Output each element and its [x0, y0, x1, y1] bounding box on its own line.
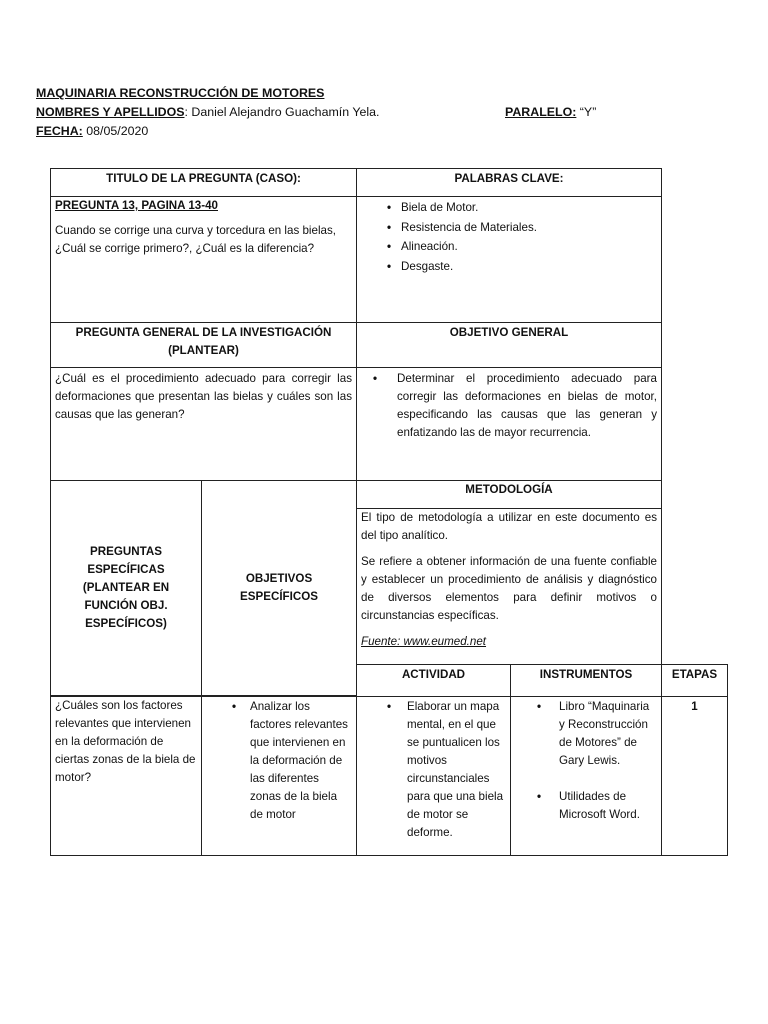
pregunta-general-header: PREGUNTA GENERAL DE LA INVESTIGACIÓN (PLANTEAR) [75, 326, 332, 357]
row1-objetivo-cell [201, 696, 357, 856]
row1-objetivo: • Analizar los factores relevantes que intervienen en la deformación de las diferentes zonas de la biela de motor [226, 698, 352, 824]
preguntas-especificas-header: PREGUNTAS ESPECÍFICAS (PLANTEAR EN FUNCIÓN OBJ. ESPECÍFICOS) [82, 545, 170, 630]
metodologia-p2: Se refiere a obtener información de una fuente confiable y establecer un procedimiento de análisis y diagnóstico de diversos elementos para definir motivos o circunstancias específicas. [361, 555, 657, 622]
objetivos-especificos-header-cell [201, 480, 357, 696]
row1-actividad: • Elaborar un mapa mental, en el que se puntualicen los motivos circunstanciales para que una biela de motor se deforme. [381, 698, 506, 842]
row1-etapa: 1 [691, 700, 698, 713]
objetivo-general-header: OBJETIVO GENERAL [449, 326, 569, 339]
row1-instrumentos-list [531, 698, 657, 824]
row1-pregunta: ¿Cuáles son los factores relevantes que intervienen en la deformación de ciertas zonas de la biela de motor? [55, 699, 196, 784]
metodologia-fuente: Fuente: www.eumed.net [361, 635, 487, 648]
pregunta-general-text: ¿Cuál es el procedimiento adecuado para corregir las deformaciones que presentan las bielas y cuáles son las causas que las generan? [55, 372, 352, 421]
pregunta-cell [50, 196, 357, 323]
metodologia-header: METODOLOGÍA [465, 483, 553, 496]
keyword-item: • Alineación. [381, 237, 657, 257]
pregunta-general-header-cell [50, 322, 357, 368]
objetivo-general-cell [356, 367, 662, 481]
metodologia-cell [356, 508, 662, 665]
names-value: Daniel Alejandro Guachamín Yela. [187, 105, 380, 119]
pregunta-ref: PREGUNTA 13, PAGINA 13-40 [55, 199, 218, 212]
pregunta-general-cell [50, 367, 357, 481]
palabras-header: PALABRAS CLAVE: [454, 172, 564, 185]
instrumentos-header: INSTRUMENTOS [539, 668, 633, 681]
keyword-item: • Resistencia de Materiales. [381, 218, 657, 238]
paralelo-value: “Y” [576, 105, 597, 119]
palabras-header-cell [356, 168, 662, 197]
row1-instrumento-1: • Libro “Maquinaria y Reconstrucción de Motores” de Gary Lewis. [531, 698, 657, 770]
keyword-item: • Desgaste. [381, 257, 657, 277]
paralelo-label: PARALELO: [505, 105, 577, 119]
row1-pregunta-cell [50, 696, 202, 856]
metodologia-p1: El tipo de metodología a utilizar en este documento es del tipo analítico. [361, 511, 657, 542]
spacer [531, 770, 657, 788]
row1-instrumento-2: • Utilidades de Microsoft Word. [531, 788, 657, 824]
paralelo-line [505, 104, 596, 120]
course-title-text: MAQUINARIA RECONSTRUCCIÓN DE MOTORES [36, 86, 325, 100]
objetivo-general-header-cell [356, 322, 662, 368]
titulo-header: TITULO DE LA PREGUNTA (CASO): [106, 172, 301, 185]
objetivo-general-list [367, 370, 657, 442]
row1-instrumentos-cell [510, 696, 662, 856]
etapas-header-cell [661, 664, 728, 697]
objetivos-especificos-header: OBJETIVOS ESPECÍFICOS [240, 572, 318, 603]
names-label: NOMBRES Y APELLIDOS [36, 105, 185, 119]
actividad-header: ACTIVIDAD [401, 668, 466, 681]
names-line: NOMBRES Y APELLIDOS: Daniel Alejandro Guachamín Yela. [36, 105, 380, 119]
titulo-header-cell [50, 168, 357, 197]
pregunta-text: Cuando se corrige una curva y torcedura en las bielas, ¿Cuál se corrige primero?, ¿Cuál es la diferencia? [55, 224, 336, 255]
keywords-cell [356, 196, 662, 323]
instrumentos-header-cell [510, 664, 662, 697]
etapas-header: ETAPAS [671, 668, 718, 681]
course-title [36, 85, 324, 101]
row1-objetivo-list [226, 698, 352, 824]
preguntas-especificas-header-cell [50, 480, 202, 696]
actividad-header-cell [356, 664, 511, 697]
keyword-item: • Biela de Motor. [381, 198, 657, 218]
fecha-label: FECHA: [36, 124, 83, 138]
fecha-line [36, 123, 148, 139]
fecha-value: 08/05/2020 [82, 124, 149, 138]
keywords-list [381, 198, 657, 276]
row1-actividad-list [381, 698, 506, 842]
row1-actividad-cell [356, 696, 511, 856]
metodologia-header-cell [356, 480, 662, 509]
objetivo-general-item: • Determinar el procedimiento adecuado para corregir las deformaciones en bielas de motor, especificando las causas que las generan y enfatizando las de mayor recurrencia. [367, 370, 657, 442]
row1-etapa-cell [661, 696, 728, 856]
